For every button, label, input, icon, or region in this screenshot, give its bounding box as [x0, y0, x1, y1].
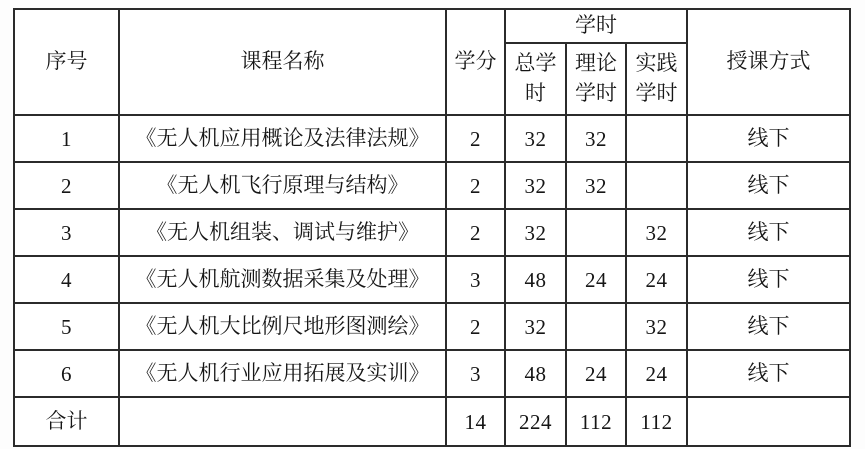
- cell-credits-total: 14: [446, 397, 505, 446]
- cell-credits: 3: [446, 256, 505, 303]
- cell-practice-hours: [626, 162, 687, 209]
- cell-total-hours: 32: [505, 303, 566, 350]
- cell-index: 3: [14, 209, 119, 256]
- cell-credits: 3: [446, 350, 505, 397]
- table-row: [14, 209, 850, 256]
- cell-index: 5: [14, 303, 119, 350]
- cell-index: 4: [14, 256, 119, 303]
- course-plan-table: [13, 8, 851, 447]
- cell-teaching-method: 线下: [687, 162, 850, 209]
- cell-credits: 2: [446, 209, 505, 256]
- header-credits: 学分: [446, 9, 505, 115]
- cell-teaching-method: 线下: [687, 303, 850, 350]
- cell-index: 6: [14, 350, 119, 397]
- header-total-hours: 总学时: [505, 43, 566, 115]
- cell-credits: 2: [446, 303, 505, 350]
- header-course-name: 课程名称: [119, 9, 446, 115]
- cell-course-name: 《无人机大比例尺地形图测绘》: [119, 303, 446, 350]
- header-hours-group: 学时: [505, 9, 687, 43]
- header-practice-hours: 实践学时: [626, 43, 687, 115]
- table-row: [14, 162, 850, 209]
- cell-theory-hours: [566, 209, 626, 256]
- cell-index: 2: [14, 162, 119, 209]
- header-index: 序号: [14, 9, 119, 115]
- cell-theory-hours: 24: [566, 256, 626, 303]
- cell-course-name: 《无人机飞行原理与结构》: [119, 162, 446, 209]
- cell-theory-hours-total: 112: [566, 397, 626, 446]
- table-row: [14, 350, 850, 397]
- cell-practice-hours: 32: [626, 303, 687, 350]
- cell-practice-hours: 24: [626, 350, 687, 397]
- cell-practice-hours-total: 112: [626, 397, 687, 446]
- cell-course-name: 《无人机航测数据采集及处理》: [119, 256, 446, 303]
- cell-course-name: [119, 397, 446, 446]
- cell-total-hours: 32: [505, 115, 566, 162]
- cell-index: 1: [14, 115, 119, 162]
- cell-practice-hours: 24: [626, 256, 687, 303]
- cell-practice-hours: [626, 115, 687, 162]
- table-row: [14, 303, 850, 350]
- cell-total-hours-total: 224: [505, 397, 566, 446]
- cell-course-name: 《无人机应用概论及法律法规》: [119, 115, 446, 162]
- header-row-top: [14, 9, 850, 43]
- cell-total-hours: 48: [505, 256, 566, 303]
- header-theory-hours: 理论学时: [566, 43, 626, 115]
- cell-total-hours: 32: [505, 162, 566, 209]
- cell-credits: 2: [446, 115, 505, 162]
- table-row: [14, 256, 850, 303]
- cell-course-name: 《无人机行业应用拓展及实训》: [119, 350, 446, 397]
- cell-teaching-method: 线下: [687, 209, 850, 256]
- cell-practice-hours: 32: [626, 209, 687, 256]
- cell-course-name: 《无人机组装、调试与维护》: [119, 209, 446, 256]
- cell-theory-hours: 32: [566, 162, 626, 209]
- cell-credits: 2: [446, 162, 505, 209]
- cell-total-label: 合计: [14, 397, 119, 446]
- cell-theory-hours: [566, 303, 626, 350]
- table-row: [14, 115, 850, 162]
- cell-theory-hours: 32: [566, 115, 626, 162]
- cell-total-hours: 32: [505, 209, 566, 256]
- total-row: [14, 397, 850, 446]
- cell-theory-hours: 24: [566, 350, 626, 397]
- cell-teaching-method: 线下: [687, 350, 850, 397]
- cell-teaching-method: 线下: [687, 115, 850, 162]
- header-teaching-method: 授课方式: [687, 9, 850, 115]
- cell-teaching-method: [687, 397, 850, 446]
- cell-teaching-method: 线下: [687, 256, 850, 303]
- cell-total-hours: 48: [505, 350, 566, 397]
